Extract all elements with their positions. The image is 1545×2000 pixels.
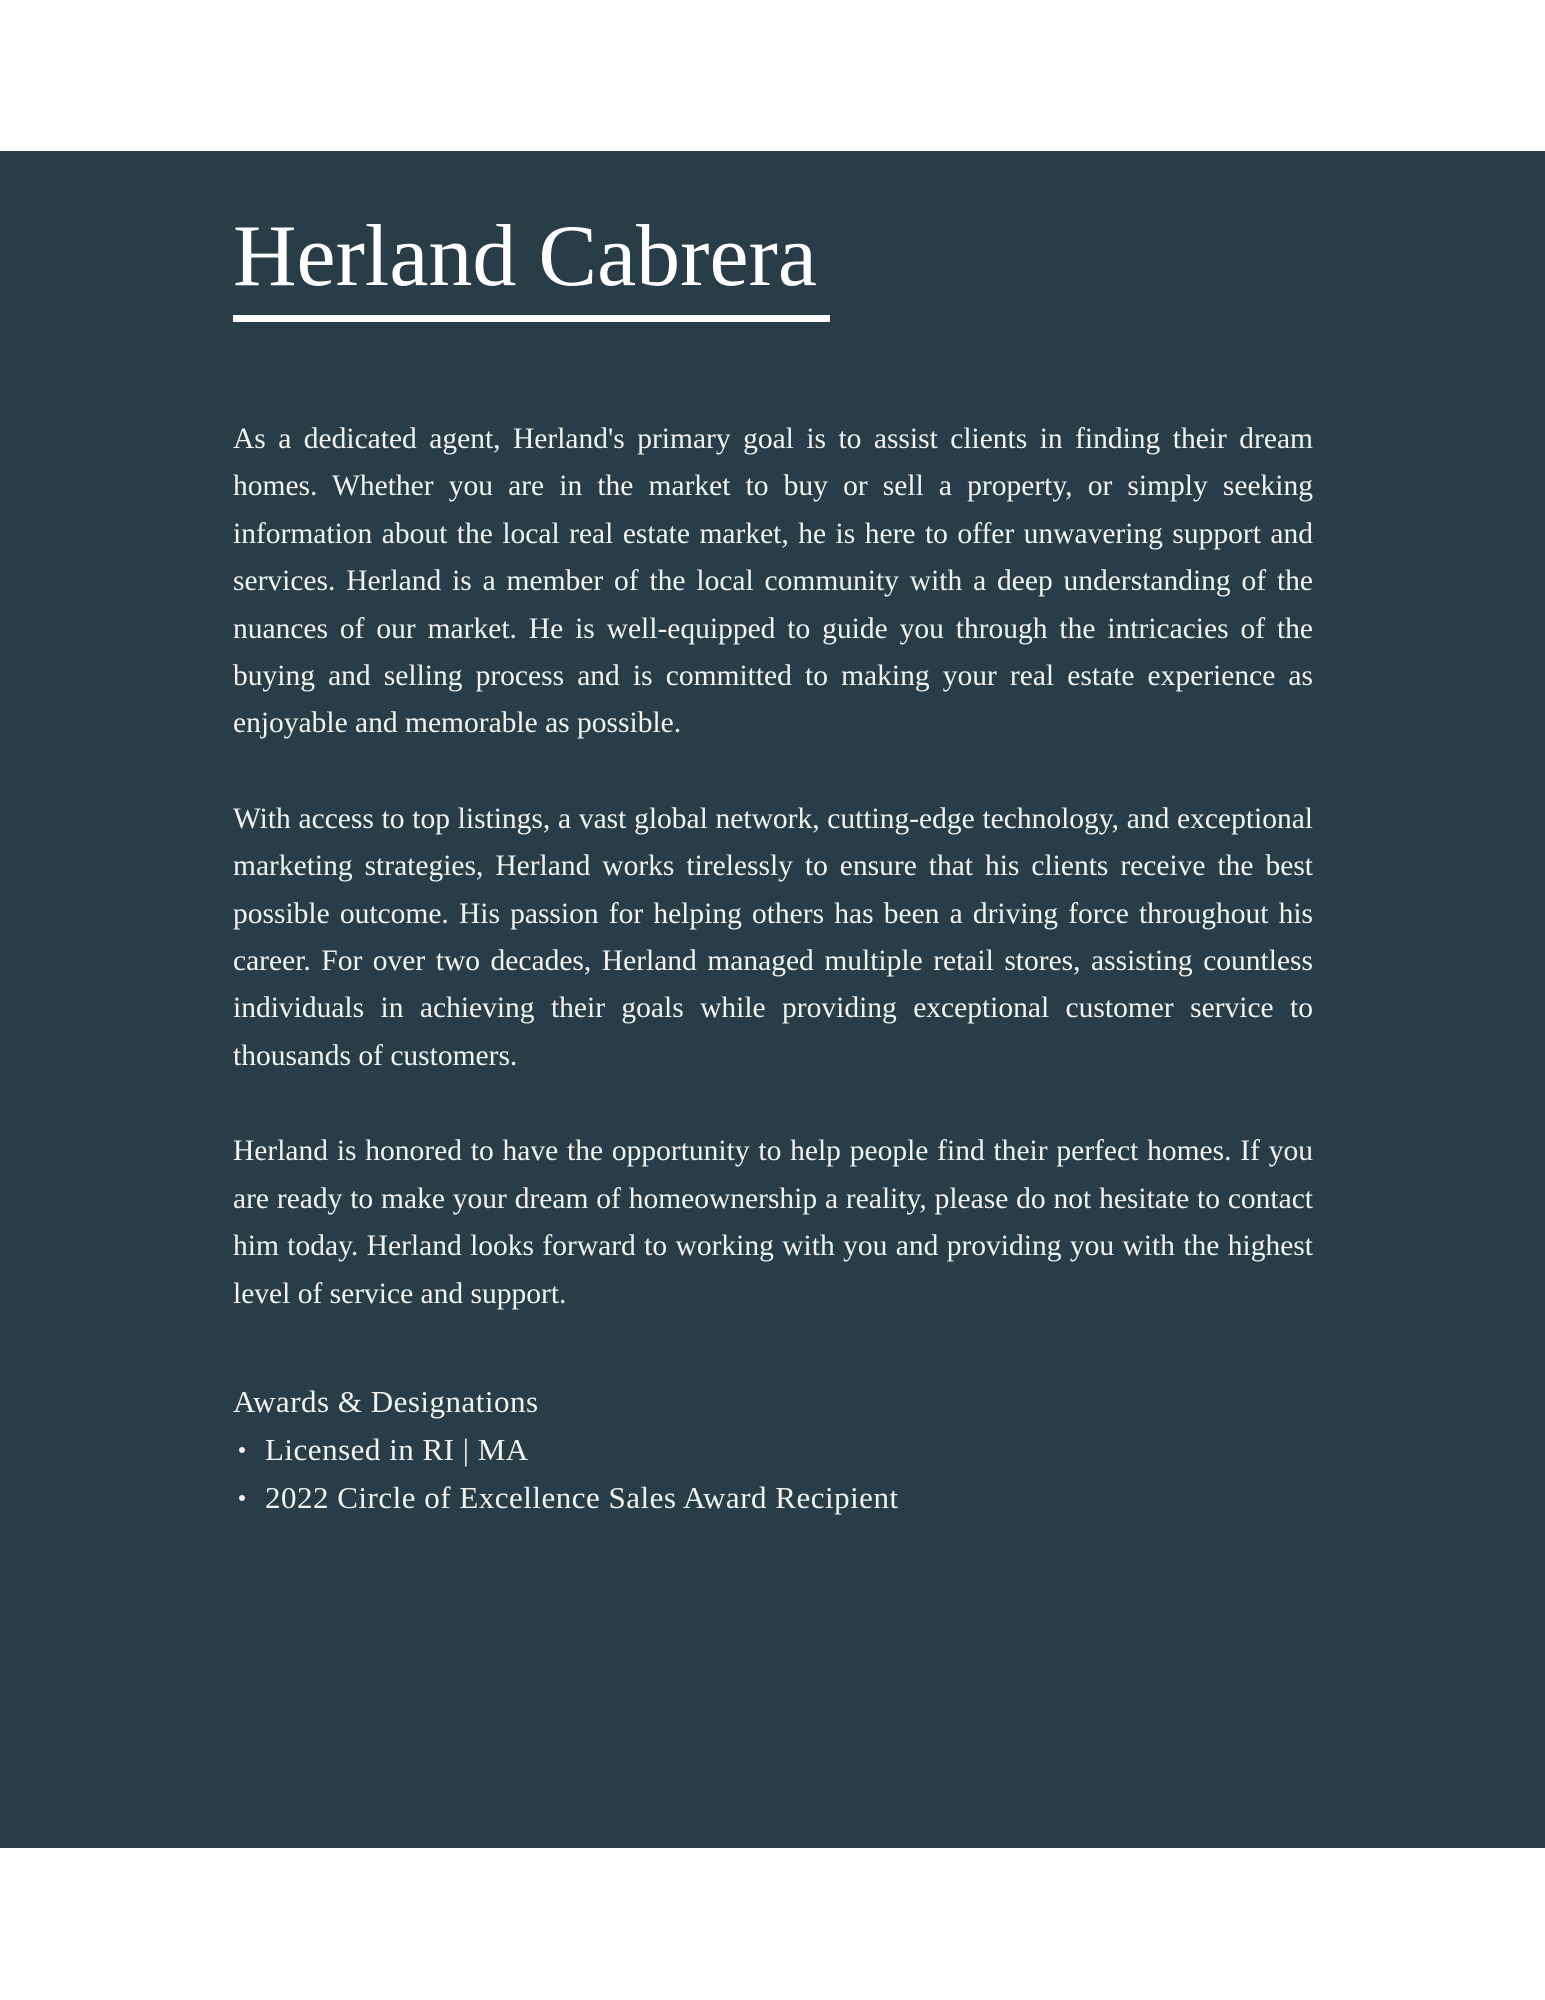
agent-name: Herland Cabrera — [233, 208, 817, 305]
name-underline — [233, 315, 830, 322]
bullet-icon — [239, 1495, 245, 1501]
bullet-icon — [239, 1447, 245, 1453]
award-item — [233, 1474, 1313, 1522]
award-label: Licensed in RI | MA — [265, 1431, 529, 1467]
award-label: 2022 Circle of Excellence Sales Award Recipient — [265, 1479, 899, 1515]
award-item — [233, 1426, 1313, 1474]
bio-content — [233, 208, 1313, 1522]
bio-paragraph-3: Herland is honored to have the opportunity to help people find their perfect homes. If you are ready to make your dream of homeownership a reality, please do not hesitate to contact him today. Herland looks forward to working with you and providing you with the highest level of service and support. — [233, 1135, 1313, 1310]
awards-list — [233, 1426, 1313, 1522]
bio-paragraph-1: As a dedicated agent, Herland's primary goal is to assist clients in finding their dream homes. Whether you are in the market to buy or sell a property, or simply seeking information about the local real estate market, he is here to offer unwavering support and services. Herland is a member of the local community with a deep understanding of the nuances of our market. He is well-equipped to guide you through the intricacies of the buying and selling process and is committed to making your real estate experience as enjoyable and memorable as possible. — [233, 423, 1313, 740]
awards-title: Awards & Designations — [233, 1383, 539, 1419]
awards-section — [233, 1378, 1313, 1522]
bio-text — [233, 416, 1313, 1318]
bio-paragraph-2: With access to top listings, a vast global network, cutting-edge technology, and exceptional marketing strategies, Herland works tirelessly to ensure that his clients receive the best possible outcome. His passion for helping others has been a driving force throughout his career. For over two decades, Herland managed multiple retail stores, assisting countless individuals in achieving their goals while providing exceptional customer service to thousands of customers. — [233, 802, 1313, 1072]
